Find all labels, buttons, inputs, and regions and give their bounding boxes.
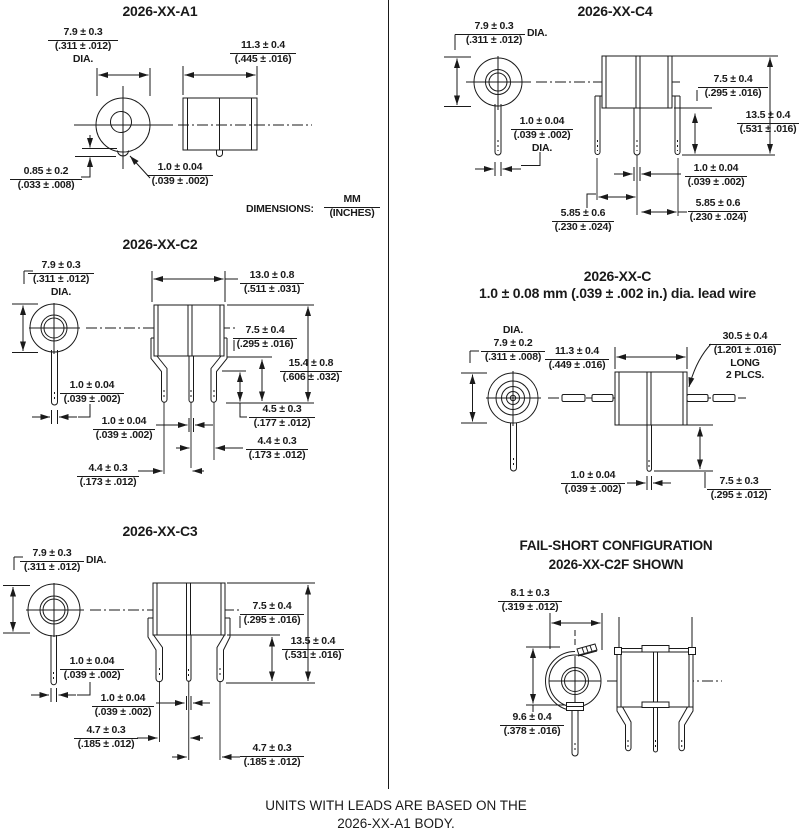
a1-lead-dim-label: 1.0 ± 0.04 (.039 ± .002) bbox=[147, 162, 213, 188]
c3-lead-center-dim-label: 1.0 ± 0.04 (.039 ± .002) bbox=[92, 693, 154, 719]
c3-total-height-dim-label: 13.5 ± 0.4 (.531 ± .016) bbox=[282, 636, 344, 662]
a1-title: 2026-XX-A1 bbox=[122, 3, 198, 19]
c2f-title-line1: FAIL-SHORT CONFIGURATION bbox=[519, 538, 713, 553]
dimensions-units-fraction: MM (INCHES) bbox=[324, 194, 380, 220]
c2f-width-dim-label: 8.1 ± 0.3 (.319 ± .012) bbox=[498, 588, 562, 614]
c2f-title-line2: 2026-XX-C2F SHOWN bbox=[548, 557, 684, 572]
c2-body-height-dim-label: 7.5 ± 0.4 (.295 ± .016) bbox=[233, 325, 297, 351]
c3-drawing bbox=[3, 557, 315, 760]
a1-stub-dim-label: 0.85 ± 0.2 (.033 ± .008) bbox=[10, 166, 82, 192]
a1-dia-dim-label: 7.9 ± 0.3 (.311 ± .012) DIA. bbox=[48, 27, 118, 65]
c-subtitle: 1.0 ± 0.08 mm (.039 ± .002 in.) dia. lead wire bbox=[479, 285, 756, 301]
c3-title: 2026-XX-C3 bbox=[122, 523, 198, 539]
c2-lead-front-dim-label: 1.0 ± 0.04 (.039 ± .002) bbox=[60, 380, 124, 406]
c-center-lead-dim-label: 1.0 ± 0.04 (.039 ± .002) bbox=[561, 470, 625, 496]
c-title: 2026-XX-C bbox=[583, 268, 652, 284]
c2-dia-dim-label: 7.9 ± 0.3 (.311 ± .012) DIA. bbox=[28, 260, 94, 298]
c4-pitch-right-dim-label: 5.85 ± 0.6 (.230 ± .024) bbox=[689, 197, 747, 224]
c2-total-height-dim-label: 15.4 ± 0.8 (.606 ± .032) bbox=[280, 358, 342, 384]
c-lead-below-dim-label: 7.5 ± 0.3 (.295 ± .012) bbox=[707, 476, 771, 502]
c3-dia-dim-label: 7.9 ± 0.3 (.311 ± .012) bbox=[20, 548, 84, 574]
footer-note bbox=[96, 797, 696, 832]
c4-dia-suffix: DIA. bbox=[527, 27, 548, 39]
c3-pitch-left-dim-label: 4.7 ± 0.3 (.185 ± .012) bbox=[74, 725, 138, 751]
c3-dia-suffix: DIA. bbox=[86, 554, 107, 566]
c3-lead-front-dim-label: 1.0 ± 0.04 (.039 ± .002) bbox=[60, 656, 124, 682]
c2-pitch-right-dim-label: 4.4 ± 0.3 (.173 ± .012) bbox=[246, 436, 308, 462]
c4-lead-dia-dim-label: 1.0 ± 0.04 (.039 ± .002) DIA. bbox=[511, 116, 573, 154]
c2-pitch-left-dim-label: 4.4 ± 0.3 (.173 ± .012) bbox=[77, 463, 139, 489]
c-lead-length-dim-label: 30.5 ± 0.4 (1.201 ± .016) LONG 2 PLCS. bbox=[709, 331, 781, 382]
c3-body-height-dim-label: 7.5 ± 0.4 (.295 ± .016) bbox=[240, 601, 304, 627]
c3-pitch-right-dim-label: 4.7 ± 0.3 (.185 ± .012) bbox=[240, 743, 304, 769]
c4-total-height-dim-label: 13.5 ± 0.4 (.531 ± .016) bbox=[737, 110, 799, 136]
c2-straight-length-dim-label: 4.5 ± 0.3 (.177 ± .012) bbox=[249, 404, 315, 430]
dimensions-note-label: DIMENSIONS: bbox=[246, 203, 314, 215]
c4-center-lead-dim-label: 1.0 ± 0.04 (.039 ± .002) bbox=[685, 163, 747, 189]
c2f-height-dim-label: 9.6 ± 0.4 (.378 ± .016) bbox=[500, 712, 564, 738]
c-body-width-dim-label: 11.3 ± 0.4 (.449 ± .016) bbox=[545, 346, 609, 372]
c2-lead-center-dim-label: 1.0 ± 0.04 (.039 ± .002) bbox=[93, 416, 155, 442]
c4-dia-dim-label: 7.9 ± 0.3 (.311 ± .012) bbox=[463, 21, 525, 47]
c4-pitch-left-dim-label: 5.85 ± 0.6 (.230 ± .024) bbox=[552, 208, 614, 234]
c4-title: 2026-XX-C4 bbox=[577, 3, 653, 19]
c2-body-width-dim-label: 13.0 ± 0.8 (.511 ± .031) bbox=[240, 270, 304, 296]
c4-body-height-dim-label: 7.5 ± 0.4 (.295 ± .016) bbox=[698, 74, 768, 100]
c2-title: 2026-XX-C2 bbox=[122, 236, 198, 252]
footer-note-line1: UNITS WITH LEADS ARE BASED ON THE bbox=[265, 798, 527, 813]
a1-width-dim-label: 11.3 ± 0.4 (.445 ± .016) bbox=[230, 40, 296, 66]
footer-note-line2: 2026-XX-A1 BODY. bbox=[337, 815, 455, 831]
c-dia-dim-label: DIA. 7.9 ± 0.2 (.311 ± .008) bbox=[481, 325, 545, 364]
